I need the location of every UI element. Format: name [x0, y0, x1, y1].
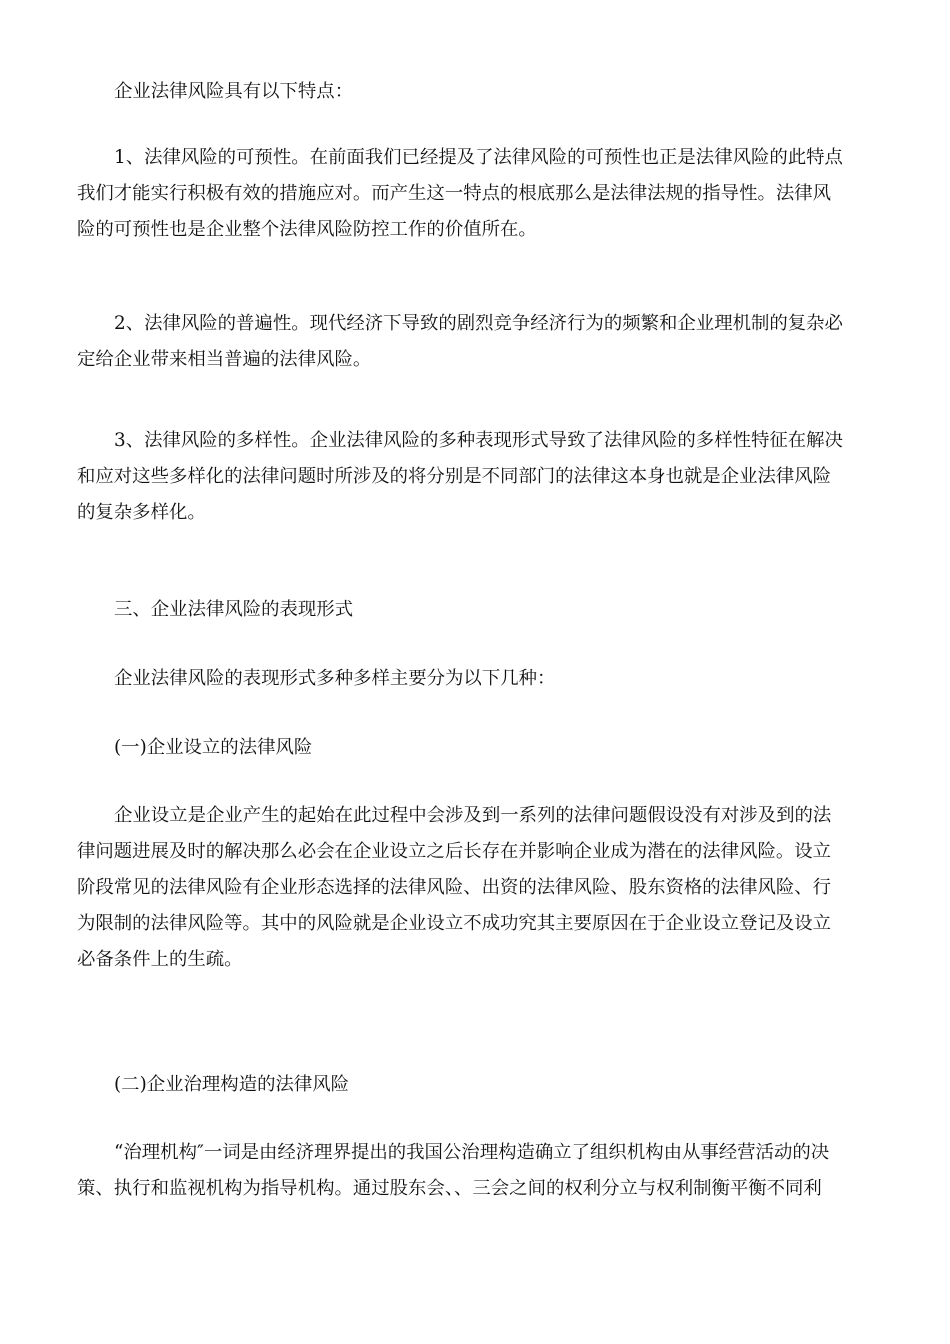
text-line: 律问题进展及时的解决那么必会在企业设立之后长存在并影响企业成为潜在的法律风险。设立 — [77, 841, 832, 862]
text-line: (二)企业治理构造的法律风险 — [114, 1074, 350, 1095]
paragraph-subsection-2 — [77, 1135, 873, 1207]
paragraph-point-1 — [77, 140, 873, 248]
text-line: 我们才能实行积极有效的措施应对。而产生这一特点的根底那么是法律法规的指导性。法律风 — [77, 183, 832, 204]
text-line: 定给企业带来相当普遍的法律风险。 — [77, 349, 372, 370]
text-line: 阶段常见的法律风险有企业形态选择的法律风险、出资的法律风险、股东资格的法律风险、行 — [77, 877, 832, 898]
text-line: 为限制的法律风险等。其中的风险就是企业设立不成功究其主要原因在于企业设立登记及设立 — [77, 913, 832, 934]
text-line: (一)企业设立的法律风险 — [114, 737, 313, 758]
text-line: 企业设立是企业产生的起始在此过程中会涉及到一系列的法律问题假设没有对涉及到的法 — [114, 805, 832, 826]
section-heading — [77, 592, 873, 628]
text-line: 和应对这些多样化的法律问题时所涉及的将分别是不同部门的法律这本身也就是企业法律风险 — [77, 466, 832, 487]
text-line: 2、法律风险的普遍性。现代经济下导致的剧烈竞争经济行为的频繁和企业理机制的复杂必 — [114, 313, 843, 334]
text-line: 的复杂多样化。 — [77, 502, 206, 523]
text-line: 企业法律风险具有以下特点： — [114, 81, 354, 102]
text-line: 1、法律风险的可预性。在前面我们已经提及了法律风险的可预性也正是法律风险的此特点 — [114, 147, 843, 168]
text-line: 企业法律风险的表现形式多种多样主要分为以下几种： — [114, 668, 556, 689]
text-line: “治理机构″一词是由经济理界提出的我国公治理构造确立了组织机构由从事经营活动的决 — [114, 1142, 830, 1163]
text-line: 必备条件上的生疏。 — [77, 949, 243, 970]
subsection-heading-1 — [77, 730, 873, 766]
paragraph-intro — [77, 74, 873, 110]
text-line: 险的可预性也是企业整个法律风险防控工作的价值所在。 — [77, 219, 537, 240]
text-line: 策、执行和监视机构为指导机构。通过股东会、、三会之间的权利分立与权利制衡平衡不同利 — [77, 1178, 822, 1199]
paragraph-subsection-1 — [77, 798, 873, 978]
paragraph-section-intro — [77, 661, 873, 697]
text-line: 三、企业法律风险的表现形式 — [114, 599, 354, 620]
text-line: 3、法律风险的多样性。企业法律风险的多种表现形式导致了法律风险的多样性特征在解决 — [114, 430, 843, 451]
subsection-heading-2 — [77, 1067, 873, 1103]
paragraph-point-3 — [77, 423, 873, 531]
paragraph-point-2 — [77, 306, 873, 378]
